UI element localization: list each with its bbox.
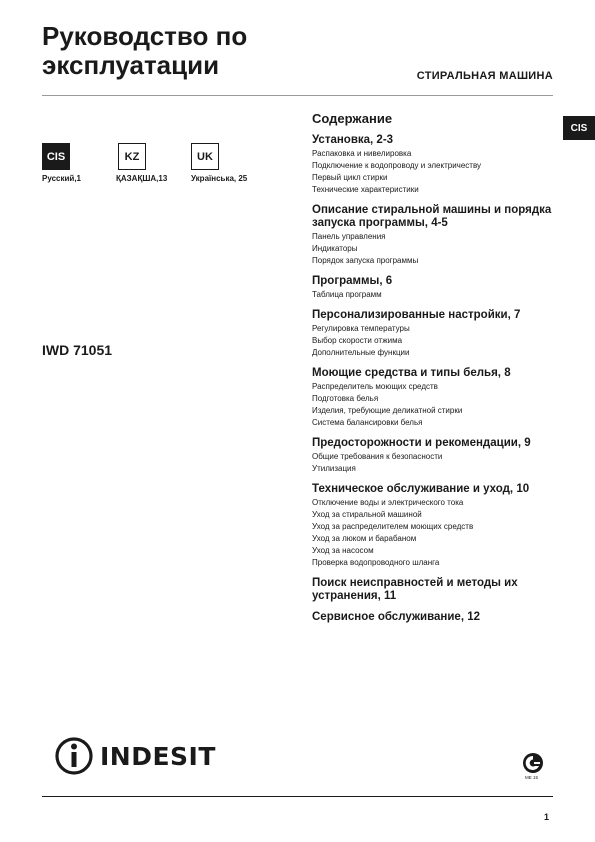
toc-item: Распаковка и нивелировка <box>312 149 412 158</box>
toc-item: Уход за люком и барабаном <box>312 534 417 543</box>
toc-item: Порядок запуска программы <box>312 256 419 265</box>
toc-section <box>312 577 557 603</box>
toc-section <box>312 134 557 196</box>
toc-section-title: Установка, 2-3 <box>312 134 394 146</box>
language-label-kz: ҚАЗАҚША,13 <box>116 174 168 183</box>
toc-item: Проверка водопроводного шланга <box>312 558 440 567</box>
toc-item: Дополнительные функции <box>312 348 410 357</box>
document-type: СТИРАЛЬНАЯ МАШИНА <box>416 70 553 82</box>
page-number: 1 <box>543 812 549 822</box>
toc-item: Утилизация <box>312 464 356 473</box>
toc-section <box>312 204 557 267</box>
language-box-uk: UK <box>191 143 219 170</box>
toc-section <box>312 275 557 301</box>
toc-item: Выбор скорости отжима <box>312 336 403 345</box>
header-divider <box>42 95 553 96</box>
toc-section <box>312 437 557 475</box>
language-label-cis: Русский,1 <box>42 174 81 183</box>
footer-divider <box>42 796 553 797</box>
toc-item: Уход за насосом <box>312 546 374 555</box>
toc-section-title: Техническое обслуживание и уход, 10 <box>312 483 530 495</box>
page-title-line-2: эксплуатации <box>42 50 220 80</box>
toc-section-title: Поиск неисправностей и методы их устранения, 11 <box>312 577 518 602</box>
toc-section-title: Персонализированные настройки, 7 <box>312 309 521 321</box>
toc-item: Подготовка белья <box>312 394 379 403</box>
toc-item: Панель управления <box>312 232 386 241</box>
toc-item: Подключение к водопроводу и электричеству <box>312 161 482 170</box>
toc-item: Общие требования к безопасности <box>312 452 443 461</box>
language-box-kz: KZ <box>118 143 146 170</box>
model-number: IWD 71051 <box>42 342 113 358</box>
toc-item: Уход за распределителем моющих средств <box>312 522 474 531</box>
certification-mark-icon <box>522 752 544 774</box>
toc-item: Индикаторы <box>312 244 358 253</box>
toc-item: Распределитель моющих средств <box>312 382 438 391</box>
toc-section-title: Сервисное обслуживание, 12 <box>312 611 481 623</box>
toc-section-title: Предосторожности и рекомендации, 9 <box>312 437 531 449</box>
page-title-line-1: Руководство по <box>42 21 248 51</box>
toc-sections <box>312 134 557 624</box>
toc-section <box>312 611 557 624</box>
toc-item: Таблица программ <box>312 290 382 299</box>
language-box-cis: CIS <box>42 143 70 170</box>
brand-logo <box>54 736 216 776</box>
toc-item: Отключение воды и электрического тока <box>312 498 464 507</box>
toc-item: Технические характеристики <box>312 185 419 194</box>
toc-section <box>312 309 557 359</box>
toc-section <box>312 483 557 569</box>
toc-title: Содержание <box>312 111 393 126</box>
toc-section <box>312 367 557 429</box>
certification-code: ME 15 <box>525 775 539 780</box>
indesit-logo-icon <box>54 736 94 776</box>
toc-section-title: Моющие средства и типы белья, 8 <box>312 367 511 379</box>
toc-item: Регулировка температуры <box>312 324 410 333</box>
side-tab-cis: CIS <box>563 116 595 140</box>
page-title <box>42 22 247 80</box>
table-of-contents <box>312 111 557 632</box>
language-label-uk: Українська, 25 <box>191 174 248 183</box>
toc-section-title: Описание стиральной машины и порядка запуска программы, 4-5 <box>312 204 552 229</box>
toc-item: Уход за стиральной машиной <box>312 510 422 519</box>
toc-item: Изделия, требующие деликатной стирки <box>312 406 463 415</box>
toc-section-title: Программы, 6 <box>312 275 393 287</box>
brand-wordmark: INDESIT <box>100 741 216 771</box>
toc-item: Система балансировки белья <box>312 418 423 427</box>
toc-item: Первый цикл стирки <box>312 173 388 182</box>
